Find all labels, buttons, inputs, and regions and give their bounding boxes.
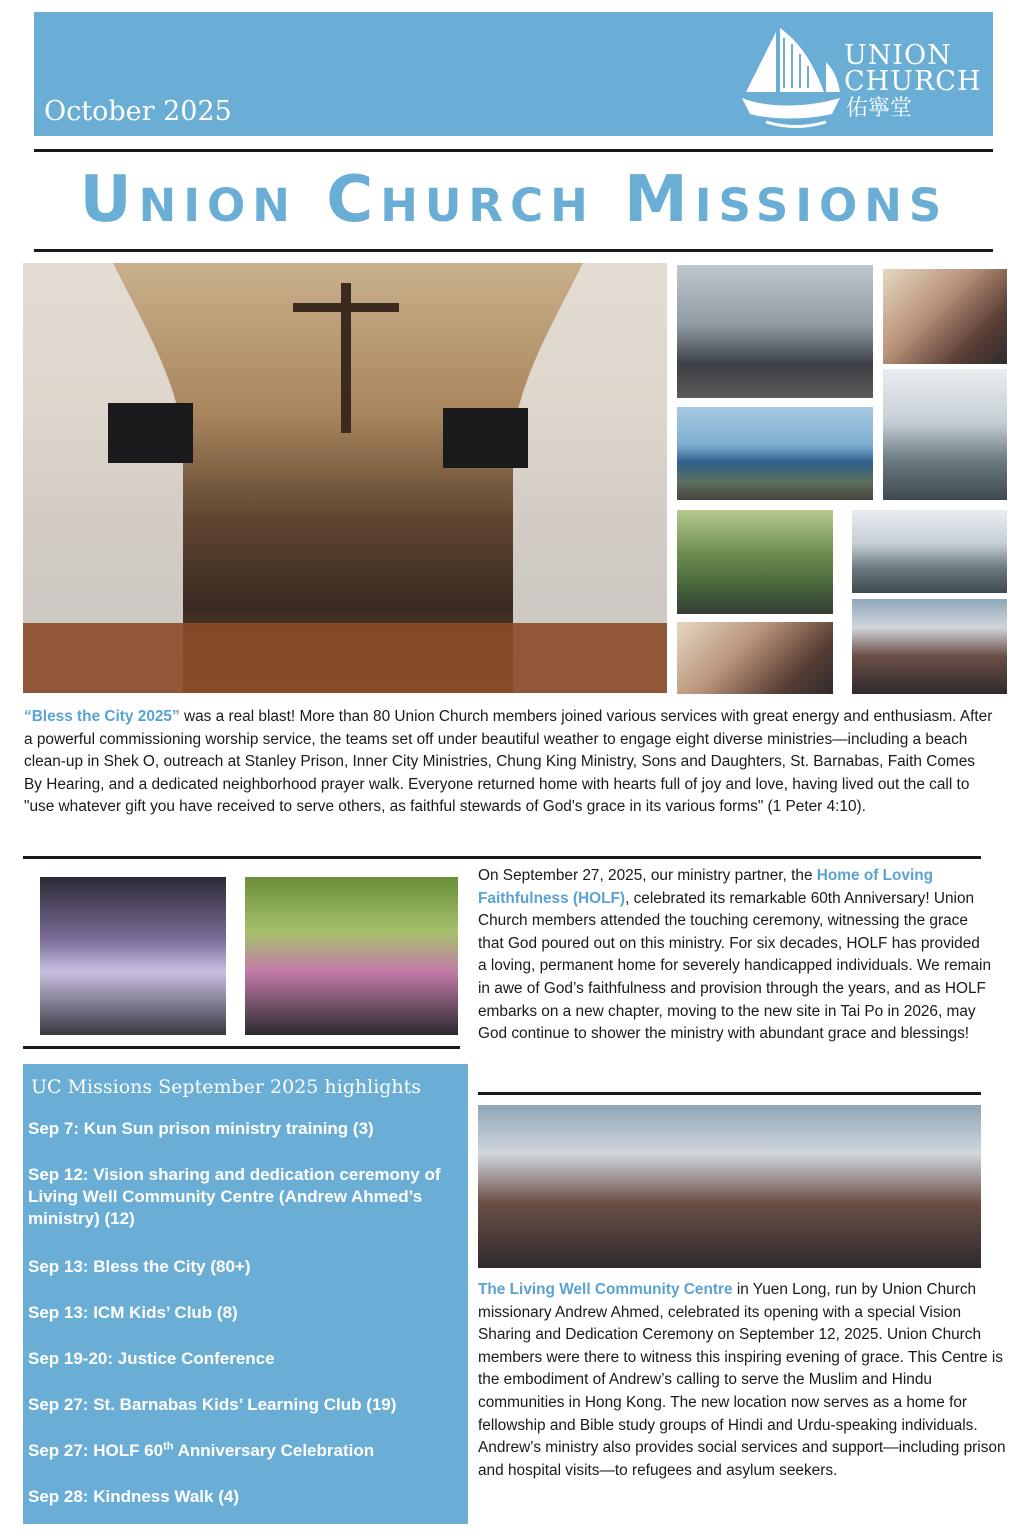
logo-text-chinese: 佑寧堂 <box>846 96 913 121</box>
holf-text-after: , celebrated its remarkable 60th Anniversary! Union Church members attended the touching ceremony, witnessing the grace that God poured out on this ministry. For six decades, HOLF has provided a loving, permanent home for severely handicapped individuals. We remain in awe of God’s faithfulness and provision through the years, and as HOLF embarks on a new chapter, moving to the new site in Tai Po in 2026, may God continue to shower the ministry with abundant grace and blessings! <box>478 889 992 1043</box>
holf-anniversary-stage-photo <box>40 877 226 1035</box>
junk-boat-logo-icon <box>736 22 846 132</box>
holf-link[interactable]: Home of Loving Faithfulness (HOLF) <box>478 867 934 907</box>
collage-photo-1 <box>677 265 873 398</box>
collage-photo-3 <box>677 407 873 500</box>
highlight-item: Sep 28: Kindness Walk (4) <box>28 1487 239 1506</box>
church-interior-illustration <box>23 263 667 693</box>
highlights-title: UC Missions September 2025 highlights <box>31 1076 422 1098</box>
issue-month: October 2025 <box>44 96 232 127</box>
living-well-rule <box>478 1092 981 1095</box>
holf-four-women-photo <box>245 877 458 1035</box>
highlight-item-text: Anniversary Celebration <box>173 1441 375 1460</box>
bless-the-city-link[interactable]: “Bless the City 2025” <box>24 708 180 725</box>
bless-the-city-group-photo <box>23 263 667 693</box>
holf-text-before: On September 27, 2025, our ministry partner, the <box>478 867 817 884</box>
highlight-item-superscript: th <box>163 1440 174 1453</box>
holf-paragraph <box>478 865 992 1046</box>
highlight-item: Sep 12: Vision sharing and dedication ceremony of Living Well Community Centre (Andrew Ahmed’s ministry) (12) <box>28 1165 441 1228</box>
section-rule <box>23 856 981 859</box>
title-rule-top <box>34 149 993 152</box>
logo-text-union: UNION <box>844 40 952 71</box>
highlight-item: Sep 13: Bless the City (80+) <box>28 1257 251 1276</box>
living-well-link[interactable]: The Living Well Community Centre <box>478 1281 733 1298</box>
living-well-text: in Yuen Long, run by Union Church missionary Andrew Ahmed, celebrated its opening with a special Vision Sharing and Dedication Ceremony on September 12, 2025. Union Church members were there to witness this inspiring evening of grace. This Centre is the embodiment of Andrew’s calling to serve the Muslim and Hindu communities in Hong Kong. The new location now serves as a home for fellowship and Bible study groups of Hindi and Urdu-speaking individuals. Andrew’s ministry also provides social services and support—including prison and hospital visits—to refugees and asylum seekers. <box>478 1281 1006 1479</box>
union-church-logo <box>736 22 986 132</box>
highlights-rule <box>23 1046 460 1049</box>
collage-photo-5 <box>677 510 833 614</box>
highlight-item: Sep 19-20: Justice Conference <box>28 1349 275 1368</box>
logo-text-church: CHURCH <box>844 66 982 97</box>
highlight-item: Sep 7: Kun Sun prison ministry training (3) <box>28 1119 374 1138</box>
highlight-item <box>28 1440 463 1462</box>
highlight-item: Sep 27: St. Barnabas Kids’ Learning Club (19) <box>28 1395 397 1414</box>
highlight-item: Sep 13: ICM Kids’ Club (8) <box>28 1303 238 1322</box>
page-title: Union Church Missions <box>79 163 949 237</box>
collage-photo-8 <box>852 599 1007 694</box>
highlights-box <box>23 1064 468 1524</box>
collage-photo-4 <box>883 369 1007 500</box>
living-well-paragraph <box>478 1279 1010 1482</box>
bless-the-city-paragraph <box>24 706 996 819</box>
highlight-item-text: Sep 27: HOLF 60 <box>28 1441 164 1460</box>
title-rule-bottom <box>34 249 993 252</box>
living-well-dedication-group-photo <box>478 1105 981 1268</box>
collage-photo-2 <box>883 269 1007 364</box>
collage-photo-6 <box>852 510 1007 593</box>
bless-the-city-text: was a real blast! More than 80 Union Church members joined various services with great energy and enthusiasm. After a powerful commissioning worship service, the teams set off under beautiful weather to engage eight diverse ministries—including a beach clean-up in Shek O, outreach at Stanley Prison, Inner City Ministries, Chung King Ministry, Sons and Daughters, St. Barnabas, Faith Comes By Hearing, and a dedicated neighborhood prayer walk. Everyone returned home with hearts full of joy and love, having lived out the call to "use whatever gift you have received to serve others, as faithful stewards of God's grace in its various forms" (1 Peter 4:10). <box>24 708 993 816</box>
collage-photo-7 <box>677 622 833 694</box>
